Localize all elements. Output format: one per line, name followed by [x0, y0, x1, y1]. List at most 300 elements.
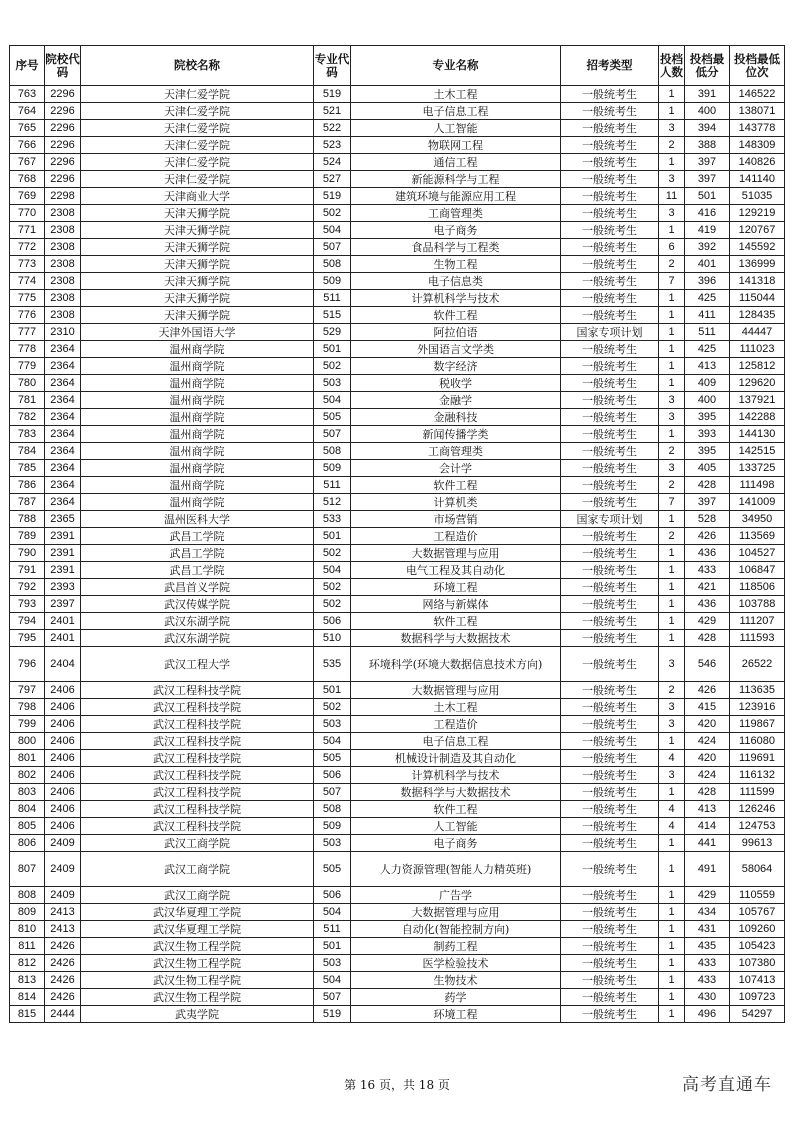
cell-seq: 797 [10, 682, 45, 699]
cell-school-code: 2298 [45, 188, 81, 205]
cell-major-name: 大数据管理与应用 [351, 545, 561, 562]
table-row [10, 426, 785, 443]
cell-exam-type: 一般统考生 [561, 613, 659, 630]
cell-school-code: 2426 [45, 989, 81, 1006]
cell-school-name: 武昌工学院 [81, 562, 314, 579]
cell-school-name: 武汉东湖学院 [81, 613, 314, 630]
cell-min-score: 425 [685, 290, 730, 307]
cell-exam-type: 一般统考生 [561, 596, 659, 613]
cell-min-rank: 107380 [730, 955, 785, 972]
cell-exam-type: 一般统考生 [561, 494, 659, 511]
cell-min-rank: 146522 [730, 86, 785, 103]
cell-school-name: 天津天狮学院 [81, 307, 314, 324]
cell-seq: 767 [10, 154, 45, 171]
cell-exam-type: 一般统考生 [561, 682, 659, 699]
cell-major-code: 507 [314, 239, 351, 256]
cell-seq: 796 [10, 647, 45, 682]
cell-count: 1 [659, 307, 685, 324]
table-row [10, 972, 785, 989]
cell-school-name: 武昌首义学院 [81, 579, 314, 596]
cell-school-code: 2308 [45, 307, 81, 324]
cell-seq: 792 [10, 579, 45, 596]
cell-school-code: 2426 [45, 972, 81, 989]
cell-major-code: 501 [314, 528, 351, 545]
cell-count: 3 [659, 171, 685, 188]
cell-school-code: 2406 [45, 716, 81, 733]
cell-min-rank: 124753 [730, 818, 785, 835]
cell-school-code: 2296 [45, 120, 81, 137]
cell-seq: 790 [10, 545, 45, 562]
cell-school-name: 武汉工程大学 [81, 647, 314, 682]
cell-seq: 770 [10, 205, 45, 222]
cell-school-code: 2406 [45, 699, 81, 716]
cell-count: 1 [659, 904, 685, 921]
cell-count: 6 [659, 239, 685, 256]
cell-exam-type: 一般统考生 [561, 784, 659, 801]
cell-exam-type: 一般统考生 [561, 239, 659, 256]
cell-major-code: 511 [314, 290, 351, 307]
cell-major-code: 504 [314, 392, 351, 409]
cell-min-rank: 107413 [730, 972, 785, 989]
cell-major-code: 506 [314, 887, 351, 904]
cell-school-code: 2444 [45, 1006, 81, 1023]
cell-count: 2 [659, 443, 685, 460]
cell-min-score: 416 [685, 205, 730, 222]
cell-seq: 771 [10, 222, 45, 239]
cell-min-rank: 104527 [730, 545, 785, 562]
cell-major-name: 人工智能 [351, 120, 561, 137]
cell-min-score: 436 [685, 596, 730, 613]
cell-exam-type: 国家专项计划 [561, 324, 659, 341]
cell-min-rank: 128435 [730, 307, 785, 324]
cell-school-name: 天津仁爱学院 [81, 103, 314, 120]
cell-min-score: 425 [685, 341, 730, 358]
cell-min-score: 496 [685, 1006, 730, 1023]
cell-major-name: 金融科技 [351, 409, 561, 426]
cell-min-rank: 144130 [730, 426, 785, 443]
table-row [10, 137, 785, 154]
cell-major-code: 504 [314, 904, 351, 921]
cell-count: 3 [659, 647, 685, 682]
cell-seq: 781 [10, 392, 45, 409]
cell-count: 1 [659, 630, 685, 647]
table-row [10, 528, 785, 545]
cell-seq: 813 [10, 972, 45, 989]
table-row [10, 392, 785, 409]
cell-min-score: 435 [685, 938, 730, 955]
cell-exam-type: 一般统考生 [561, 222, 659, 239]
cell-school-name: 温州商学院 [81, 392, 314, 409]
cell-count: 1 [659, 103, 685, 120]
cell-school-code: 2308 [45, 222, 81, 239]
cell-min-rank: 99613 [730, 835, 785, 852]
cell-exam-type: 一般统考生 [561, 630, 659, 647]
cell-major-name: 数字经济 [351, 358, 561, 375]
table-row [10, 904, 785, 921]
cell-school-name: 武汉工程科技学院 [81, 784, 314, 801]
cell-major-code: 503 [314, 375, 351, 392]
table-row [10, 222, 785, 239]
table-row [10, 1006, 785, 1023]
cell-exam-type: 一般统考生 [561, 955, 659, 972]
table-row [10, 630, 785, 647]
cell-major-name: 电子信息工程 [351, 733, 561, 750]
table-row [10, 171, 785, 188]
cell-min-rank: 106847 [730, 562, 785, 579]
cell-seq: 764 [10, 103, 45, 120]
cell-count: 1 [659, 341, 685, 358]
table-row [10, 307, 785, 324]
cell-major-code: 508 [314, 801, 351, 818]
cell-seq: 807 [10, 852, 45, 887]
cell-min-score: 433 [685, 955, 730, 972]
cell-major-name: 工程造价 [351, 528, 561, 545]
cell-seq: 795 [10, 630, 45, 647]
cell-school-code: 2296 [45, 103, 81, 120]
cell-school-name: 天津仁爱学院 [81, 137, 314, 154]
cell-school-name: 天津天狮学院 [81, 222, 314, 239]
cell-major-name: 新闻传播学类 [351, 426, 561, 443]
cell-count: 1 [659, 955, 685, 972]
cell-major-code: 512 [314, 494, 351, 511]
cell-min-rank: 141009 [730, 494, 785, 511]
cell-seq: 794 [10, 613, 45, 630]
cell-major-name: 生物工程 [351, 256, 561, 273]
cell-min-rank: 111498 [730, 477, 785, 494]
cell-school-code: 2426 [45, 955, 81, 972]
cell-school-code: 2364 [45, 375, 81, 392]
cell-seq: 804 [10, 801, 45, 818]
cell-school-name: 武汉工商学院 [81, 852, 314, 887]
table-row [10, 716, 785, 733]
cell-exam-type: 一般统考生 [561, 699, 659, 716]
cell-major-name: 电子信息工程 [351, 103, 561, 120]
cell-exam-type: 一般统考生 [561, 528, 659, 545]
cell-count: 1 [659, 938, 685, 955]
cell-min-rank: 110559 [730, 887, 785, 904]
cell-major-name: 药学 [351, 989, 561, 1006]
cell-exam-type: 一般统考生 [561, 716, 659, 733]
cell-count: 1 [659, 784, 685, 801]
cell-count: 2 [659, 477, 685, 494]
cell-exam-type: 一般统考生 [561, 938, 659, 955]
cell-major-name: 计算机科学与技术 [351, 767, 561, 784]
cell-min-rank: 123916 [730, 699, 785, 716]
header-row [10, 46, 785, 86]
table-row [10, 494, 785, 511]
table-row [10, 887, 785, 904]
cell-exam-type: 一般统考生 [561, 205, 659, 222]
cell-count: 1 [659, 324, 685, 341]
cell-count: 3 [659, 409, 685, 426]
cell-count: 3 [659, 205, 685, 222]
cell-school-code: 2364 [45, 358, 81, 375]
cell-min-score: 401 [685, 256, 730, 273]
cell-min-rank: 142515 [730, 443, 785, 460]
cell-min-rank: 129620 [730, 375, 785, 392]
cell-school-code: 2364 [45, 477, 81, 494]
cell-major-name: 电子商务 [351, 835, 561, 852]
cell-count: 1 [659, 596, 685, 613]
cell-major-name: 数据科学与大数据技术 [351, 784, 561, 801]
cell-seq: 780 [10, 375, 45, 392]
cell-major-code: 509 [314, 273, 351, 290]
table-row [10, 818, 785, 835]
cell-school-name: 武汉生物工程学院 [81, 938, 314, 955]
table-row [10, 443, 785, 460]
cell-min-rank: 125812 [730, 358, 785, 375]
cell-min-score: 392 [685, 239, 730, 256]
cell-count: 3 [659, 699, 685, 716]
cell-min-score: 409 [685, 375, 730, 392]
cell-school-code: 2426 [45, 938, 81, 955]
cell-school-name: 武汉工商学院 [81, 835, 314, 852]
cell-count: 1 [659, 375, 685, 392]
cell-school-name: 温州商学院 [81, 409, 314, 426]
cell-min-score: 395 [685, 443, 730, 460]
cell-major-name: 制药工程 [351, 938, 561, 955]
cell-seq: 789 [10, 528, 45, 545]
cell-exam-type: 一般统考生 [561, 562, 659, 579]
table-row [10, 579, 785, 596]
cell-school-code: 2391 [45, 528, 81, 545]
header-seq: 序号 [10, 46, 45, 86]
cell-seq: 782 [10, 409, 45, 426]
cell-major-name: 机械设计制造及其自动化 [351, 750, 561, 767]
cell-major-name: 大数据管理与应用 [351, 682, 561, 699]
cell-seq: 778 [10, 341, 45, 358]
cell-seq: 768 [10, 171, 45, 188]
cell-min-score: 397 [685, 154, 730, 171]
cell-major-code: 504 [314, 733, 351, 750]
cell-major-code: 503 [314, 955, 351, 972]
cell-major-name: 环境工程 [351, 1006, 561, 1023]
cell-school-name: 武汉东湖学院 [81, 630, 314, 647]
cell-count: 3 [659, 120, 685, 137]
cell-major-code: 505 [314, 852, 351, 887]
cell-major-name: 外国语言文学类 [351, 341, 561, 358]
cell-exam-type: 一般统考生 [561, 972, 659, 989]
cell-count: 1 [659, 989, 685, 1006]
cell-seq: 763 [10, 86, 45, 103]
cell-exam-type: 一般统考生 [561, 154, 659, 171]
table-row [10, 955, 785, 972]
cell-min-score: 405 [685, 460, 730, 477]
cell-exam-type: 一般统考生 [561, 358, 659, 375]
cell-major-code: 507 [314, 989, 351, 1006]
cell-min-rank: 115044 [730, 290, 785, 307]
cell-school-name: 温州商学院 [81, 477, 314, 494]
cell-seq: 777 [10, 324, 45, 341]
cell-min-rank: 105423 [730, 938, 785, 955]
cell-exam-type: 一般统考生 [561, 137, 659, 154]
header-school-code: 院校代码 [45, 46, 81, 86]
cell-major-name: 电子商务 [351, 222, 561, 239]
cell-school-name: 武汉华夏理工学院 [81, 921, 314, 938]
cell-seq: 765 [10, 120, 45, 137]
cell-seq: 801 [10, 750, 45, 767]
cell-major-name: 计算机科学与技术 [351, 290, 561, 307]
cell-min-rank: 133725 [730, 460, 785, 477]
cell-major-name: 工程造价 [351, 716, 561, 733]
cell-min-score: 415 [685, 699, 730, 716]
cell-major-code: 515 [314, 307, 351, 324]
cell-count: 2 [659, 682, 685, 699]
table-row [10, 835, 785, 852]
cell-exam-type: 一般统考生 [561, 290, 659, 307]
cell-count: 1 [659, 613, 685, 630]
table-row [10, 205, 785, 222]
cell-seq: 800 [10, 733, 45, 750]
cell-exam-type: 一般统考生 [561, 989, 659, 1006]
cell-min-score: 426 [685, 528, 730, 545]
table-row [10, 733, 785, 750]
cell-school-code: 2404 [45, 647, 81, 682]
table-row [10, 341, 785, 358]
header-school-name: 院校名称 [81, 46, 314, 86]
cell-exam-type: 国家专项计划 [561, 511, 659, 528]
cell-major-code: 519 [314, 86, 351, 103]
table-row [10, 103, 785, 120]
cell-count: 1 [659, 222, 685, 239]
cell-major-code: 502 [314, 545, 351, 562]
cell-count: 1 [659, 358, 685, 375]
cell-count: 1 [659, 511, 685, 528]
cell-school-name: 温州商学院 [81, 341, 314, 358]
cell-school-code: 2364 [45, 494, 81, 511]
cell-major-code: 509 [314, 460, 351, 477]
cell-school-name: 天津天狮学院 [81, 256, 314, 273]
cell-min-rank: 51035 [730, 188, 785, 205]
cell-school-code: 2310 [45, 324, 81, 341]
cell-school-name: 武汉工程科技学院 [81, 716, 314, 733]
table-row [10, 375, 785, 392]
cell-count: 1 [659, 733, 685, 750]
cell-count: 2 [659, 528, 685, 545]
table-row [10, 358, 785, 375]
cell-min-rank: 44447 [730, 324, 785, 341]
cell-count: 7 [659, 494, 685, 511]
cell-seq: 786 [10, 477, 45, 494]
cell-major-name: 电子信息类 [351, 273, 561, 290]
table-row [10, 596, 785, 613]
cell-seq: 805 [10, 818, 45, 835]
cell-major-name: 环境工程 [351, 579, 561, 596]
cell-exam-type: 一般统考生 [561, 460, 659, 477]
cell-min-score: 424 [685, 767, 730, 784]
cell-school-code: 2308 [45, 273, 81, 290]
cell-major-name: 金融学 [351, 392, 561, 409]
cell-exam-type: 一般统考生 [561, 307, 659, 324]
cell-min-score: 429 [685, 613, 730, 630]
cell-school-code: 2406 [45, 682, 81, 699]
cell-major-name: 会计学 [351, 460, 561, 477]
cell-count: 1 [659, 154, 685, 171]
cell-major-code: 508 [314, 443, 351, 460]
cell-seq: 806 [10, 835, 45, 852]
cell-school-code: 2406 [45, 801, 81, 818]
cell-min-score: 420 [685, 716, 730, 733]
cell-major-name: 土木工程 [351, 86, 561, 103]
table-row [10, 273, 785, 290]
cell-school-name: 天津天狮学院 [81, 239, 314, 256]
cell-school-code: 2413 [45, 921, 81, 938]
cell-min-rank: 145592 [730, 239, 785, 256]
cell-exam-type: 一般统考生 [561, 86, 659, 103]
cell-school-name: 天津天狮学院 [81, 290, 314, 307]
cell-min-rank: 126246 [730, 801, 785, 818]
header-min-rank: 投档最低位次 [730, 46, 785, 86]
cell-min-rank: 141140 [730, 171, 785, 188]
cell-min-rank: 113569 [730, 528, 785, 545]
cell-min-rank: 111207 [730, 613, 785, 630]
cell-exam-type: 一般统考生 [561, 1006, 659, 1023]
cell-school-name: 武汉传媒学院 [81, 596, 314, 613]
cell-min-score: 501 [685, 188, 730, 205]
header-major-code: 专业代码 [314, 46, 351, 86]
cell-exam-type: 一般统考生 [561, 750, 659, 767]
cell-school-name: 武汉工商学院 [81, 887, 314, 904]
cell-school-name: 武昌工学院 [81, 528, 314, 545]
cell-major-code: 504 [314, 972, 351, 989]
cell-min-score: 441 [685, 835, 730, 852]
cell-min-score: 428 [685, 630, 730, 647]
cell-major-code: 519 [314, 1006, 351, 1023]
cell-major-code: 507 [314, 784, 351, 801]
cell-major-code: 509 [314, 818, 351, 835]
cell-major-name: 软件工程 [351, 307, 561, 324]
cell-major-name: 软件工程 [351, 801, 561, 818]
cell-school-code: 2401 [45, 630, 81, 647]
cell-school-name: 温州医科大学 [81, 511, 314, 528]
cell-major-name: 税收学 [351, 375, 561, 392]
table-row [10, 120, 785, 137]
cell-seq: 812 [10, 955, 45, 972]
cell-min-score: 411 [685, 307, 730, 324]
cell-count: 1 [659, 852, 685, 887]
cell-count: 3 [659, 392, 685, 409]
cell-school-code: 2409 [45, 852, 81, 887]
cell-school-name: 武汉工程科技学院 [81, 767, 314, 784]
cell-seq: 783 [10, 426, 45, 443]
cell-major-code: 504 [314, 222, 351, 239]
cell-min-rank: 141318 [730, 273, 785, 290]
cell-school-code: 2364 [45, 392, 81, 409]
cell-exam-type: 一般统考生 [561, 818, 659, 835]
cell-major-code: 510 [314, 630, 351, 647]
cell-min-score: 414 [685, 818, 730, 835]
cell-min-score: 436 [685, 545, 730, 562]
cell-seq: 784 [10, 443, 45, 460]
cell-seq: 809 [10, 904, 45, 921]
cell-school-code: 2308 [45, 205, 81, 222]
cell-count: 3 [659, 716, 685, 733]
cell-min-rank: 109723 [730, 989, 785, 1006]
cell-min-rank: 119691 [730, 750, 785, 767]
table-row [10, 989, 785, 1006]
cell-min-score: 388 [685, 137, 730, 154]
cell-min-rank: 116080 [730, 733, 785, 750]
cell-min-rank: 109260 [730, 921, 785, 938]
cell-seq: 803 [10, 784, 45, 801]
header-major-name: 专业名称 [351, 46, 561, 86]
cell-min-score: 424 [685, 733, 730, 750]
cell-min-rank: 54297 [730, 1006, 785, 1023]
cell-school-name: 天津外国语大学 [81, 324, 314, 341]
cell-school-name: 武汉工程科技学院 [81, 818, 314, 835]
cell-school-code: 2391 [45, 562, 81, 579]
cell-min-score: 431 [685, 921, 730, 938]
